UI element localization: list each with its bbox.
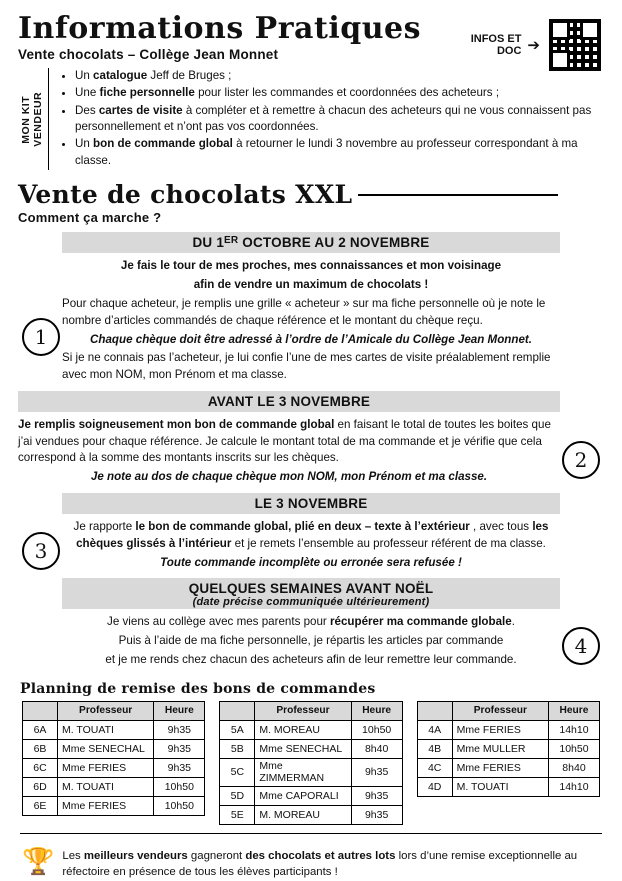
footer-text: Les meilleurs vendeurs gagneront des chocolats et autres lots lors d’une remise exceptionnelle au réfectoire en présence de tous les élèves participants !: [62, 849, 578, 879]
cell-professeur: Mme MULLER: [452, 739, 548, 758]
footer-section: [18, 845, 604, 881]
cell-heure: 10h50: [154, 796, 205, 815]
cell-professeur: Mme CAPORALI: [255, 786, 351, 805]
kit-vendeur-label: MON KIT VENDEUR: [20, 91, 45, 147]
table-row: [220, 805, 402, 824]
infos-doc-label: INFOS ET DOC: [470, 32, 522, 57]
list-item: • Une fiche personnelle pour lister les commandes et coordonnées des acheteurs ;: [75, 85, 604, 101]
step-3: [62, 493, 560, 571]
step-4-line-2: Puis à l’aide de ma fiche personnelle, je répartis les articles par commande: [118, 634, 504, 648]
table-row: [220, 739, 402, 758]
cell-professeur: M. TOUATI: [58, 720, 154, 739]
step-number-4: 4: [562, 627, 600, 665]
col-header-heure: Heure: [548, 701, 599, 720]
step-2: [18, 391, 560, 486]
table-row: [417, 777, 599, 796]
table-row: [417, 720, 599, 739]
kit-vendeur-section: [18, 68, 604, 171]
page-title: Informations Pratiques: [18, 11, 421, 46]
section-title: Vente de chocolats XXL: [18, 180, 353, 210]
cell-heure: 10h50: [154, 777, 205, 796]
cell-class: 5B: [220, 739, 255, 758]
planning-tables: [18, 701, 604, 825]
cell-heure: 9h35: [351, 805, 402, 824]
section-title-block: [18, 180, 604, 225]
table-row: [23, 796, 205, 815]
table-row: [23, 720, 205, 739]
cell-professeur: Mme FERIES: [452, 720, 548, 739]
table-row: [23, 739, 205, 758]
page-subtitle: Vente chocolats – Collège Jean Monnet: [18, 46, 279, 62]
col-header-professeur: Professeur: [452, 701, 548, 720]
cell-class: 6B: [23, 739, 58, 758]
arrow-right-icon: ➔: [527, 36, 540, 54]
cell-heure: 10h50: [351, 720, 402, 739]
cell-heure: 9h35: [351, 786, 402, 805]
table-row: [220, 758, 402, 786]
step-4-line-3: et je me rends chez chacun des acheteurs afin de leur remettre leur commande.: [105, 653, 517, 667]
step-4-band: [62, 578, 560, 609]
cell-heure: 10h50: [548, 739, 599, 758]
cell-professeur: Mme SENECHAL: [255, 739, 351, 758]
cell-professeur: Mme ZIMMERMAN: [255, 758, 351, 786]
cell-class: 5C: [220, 758, 255, 786]
cell-heure: 14h10: [548, 720, 599, 739]
step-1-line-1: Je fais le tour de mes proches, mes connaissances et mon voisinage: [120, 259, 502, 273]
cell-class: 6D: [23, 777, 58, 796]
title-rule: [358, 194, 558, 196]
qr-block: [471, 16, 604, 74]
cell-class: 4B: [417, 739, 452, 758]
table-row: [23, 777, 205, 796]
cell-class: 4D: [417, 777, 452, 796]
cell-class: 6A: [23, 720, 58, 739]
planning-table-6e: [22, 701, 205, 825]
footer-divider: [20, 833, 602, 834]
col-header-class: [23, 701, 58, 720]
trophy-icon: 🏆: [22, 845, 55, 876]
cell-heure: 8h40: [351, 739, 402, 758]
step-number-3: 3: [22, 532, 60, 570]
step-3-line-2: Toute commande incomplète ou erronée sera refusée !: [160, 555, 462, 569]
step-2-line-2: Je note au dos de chaque chèque mon NOM, mon Prénom et ma classe.: [90, 470, 488, 484]
cell-professeur: M. TOUATI: [58, 777, 154, 796]
cell-professeur: Mme FERIES: [58, 758, 154, 777]
cell-professeur: M. TOUATI: [452, 777, 548, 796]
step-4: [62, 578, 560, 668]
cell-class: 4A: [417, 720, 452, 739]
cell-heure: 9h35: [351, 758, 402, 786]
cell-professeur: Mme SENECHAL: [58, 739, 154, 758]
cell-class: 4C: [417, 758, 452, 777]
table-row: [220, 720, 402, 739]
step-1-line-4: Chaque chèque doit être adressé à l’ordre de l’Amicale du Collège Jean Monnet.: [90, 332, 532, 346]
planning-table-5e: [219, 701, 402, 825]
col-header-professeur: Professeur: [58, 701, 154, 720]
step-number-1: 1: [22, 318, 60, 356]
section-subtitle: Comment ça marche ?: [18, 210, 162, 226]
list-item: • Un bon de commande global à retourner le lundi 3 novembre au professeur correspondant à ma classe.: [75, 136, 604, 169]
step-4-band-sub: (date précise communiquée ultérieurement): [192, 596, 430, 609]
document-header: [18, 11, 604, 62]
cell-professeur: M. MOREAU: [255, 805, 351, 824]
step-3-line-1: Je rapporte le bon de commande global, plié en deux – texte à l’extérieur , avec tous les chèques glissés à l’intérieur et je remets l’ensemble au professeur référent de ma classe.: [73, 520, 549, 550]
cell-professeur: M. MOREAU: [255, 720, 351, 739]
col-header-professeur: Professeur: [255, 701, 351, 720]
qr-code-icon[interactable]: [546, 16, 604, 74]
cell-class: 5D: [220, 786, 255, 805]
list-item: • Un catalogue Jeff de Bruges ;: [75, 68, 604, 84]
col-header-class: [220, 701, 255, 720]
step-1-line-2: afin de vendre un maximum de chocolats !: [193, 278, 429, 292]
step-3-band: LE 3 NOVEMBRE: [62, 493, 560, 514]
step-1: [62, 232, 560, 384]
step-4-band-label: QUELQUES SEMAINES AVANT NOËL: [188, 581, 434, 597]
table-row: [417, 758, 599, 777]
cell-heure: 8h40: [548, 758, 599, 777]
cell-professeur: Mme FERIES: [452, 758, 548, 777]
step-2-band: AVANT LE 3 NOVEMBRE: [18, 391, 560, 412]
table-row: [23, 758, 205, 777]
planning-title: Planning de remise des bons de commandes: [20, 680, 376, 697]
cell-heure: 9h35: [154, 739, 205, 758]
cell-heure: 14h10: [548, 777, 599, 796]
col-header-class: [417, 701, 452, 720]
table-row: [220, 786, 402, 805]
step-1-line-3: Pour chaque acheteur, je remplis une grille « acheteur » sur ma fiche personnelle où je note le nombre d’articles commandés de chaque référence et le montant du chèque reçu.: [62, 296, 546, 327]
cell-heure: 9h35: [154, 720, 205, 739]
step-1-band: DU 1ER OCTOBRE AU 2 NOVEMBRE: [62, 232, 560, 253]
list-item: • Des cartes de visite à compléter et à remettre à chacun des acheteurs qui ne vous connaissent pas personnellement et n’ont pas vos coordonnées.: [75, 103, 604, 136]
planning-table-4e: [417, 701, 600, 825]
col-header-heure: Heure: [351, 701, 402, 720]
steps-section: [18, 232, 604, 669]
cell-class: 6E: [23, 796, 58, 815]
kit-vendeur-list: [48, 68, 604, 171]
table-row: [417, 739, 599, 758]
cell-class: 5E: [220, 805, 255, 824]
cell-heure: 9h35: [154, 758, 205, 777]
cell-class: 5A: [220, 720, 255, 739]
step-1-line-5: Si je ne connais pas l’acheteur, je lui confie l’une de mes cartes de visite préalablement remplie avec mon NOM, mon Prénom et ma classe.: [62, 351, 551, 382]
cell-class: 6C: [23, 758, 58, 777]
step-number-2: 2: [562, 441, 600, 479]
col-header-heure: Heure: [154, 701, 205, 720]
cell-professeur: Mme FERIES: [58, 796, 154, 815]
step-4-line-1: Je viens au collège avec mes parents pour récupérer ma commande globale.: [107, 615, 515, 629]
step-2-line-1: Je remplis soigneusement mon bon de commande global en faisant le total de toutes les boites que j’ai vendues pour chaque référence. Je calcule le montant total de ma commande et je vérifie que cela correspond à la somme des montants inscrits sur les chèques.: [18, 417, 551, 465]
